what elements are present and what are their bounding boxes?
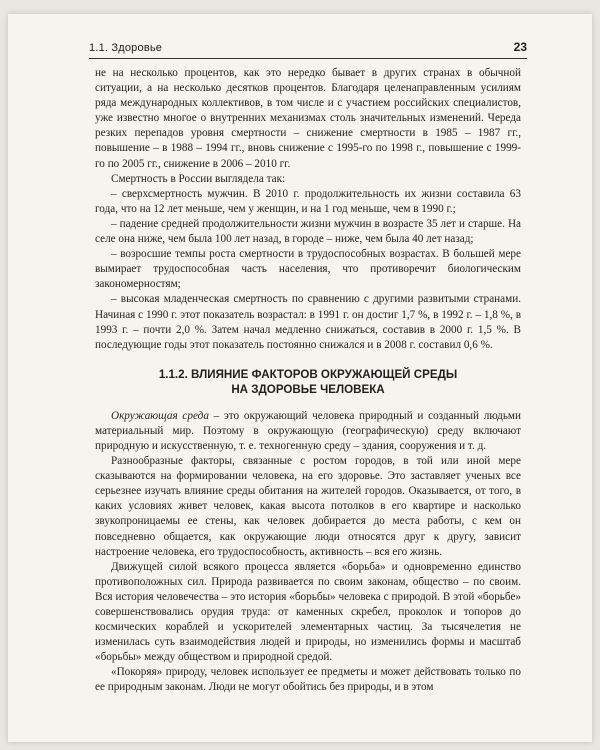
- list-item-working-age: – возросшие темпы роста смертности в трудоспособных возрастах. В большей мере вымирает трудоспособная часть населения, что противоречит биологическим закономерностям;: [95, 248, 521, 291]
- paragraph-2: Смертность в России выглядела так:: [111, 172, 286, 185]
- definition-paragraph: [95, 409, 521, 454]
- paragraph-1: не на несколько процентов, как это нередко бывает в других странах в обычной ситуации, а на несколько десятков процентов. Благодаря целенаправленным усилиям ряда международных коллективов, в том числе и с участием российских специалистов, уже известно многое о внутренних механизмах столь значительных изменений. Череда резких перепадов уровня смертности – снижение смертности в 1985 – 1987 гг., повышение – в 1988 – 1994 гг., вновь снижение с 1995-го по 1998 г., повышение с 1999-го по 2005 гг., снижение в 2006 – 2010 гг.: [95, 67, 521, 170]
- header-section-title: 1.1. Здоровье: [89, 42, 163, 54]
- paragraph-conquering-nature: «Покоряя» природу, человек использует ее предметы и может действовать только по ее природным законам. Люди не могут обойтись без природы, и в этом: [95, 666, 521, 694]
- definition-term: Окружающая среда: [111, 409, 209, 422]
- page-number: 23: [513, 40, 527, 54]
- list-item-life-expectancy: – падение средней продолжительности жизни мужчин в возрасте 35 лет и старше. На селе она ниже, чем была 100 лет назад, в городе – ниже, чем была 40 лет назад;: [95, 217, 521, 246]
- list-item-male-mortality: – сверхсмертность мужчин. В 2010 г. продолжительность их жизни составила 63 года, что на 12 лет меньше, чем у женщин, и на 1 год меньше, чем в 1990 г.;: [95, 187, 521, 215]
- running-header: [89, 40, 527, 54]
- book-page: [8, 14, 592, 742]
- paragraph-struggle: Движущей силой всякого процесса является «борьба» и одновременно единство противоположных сил. Природа развивается по своим законам, общество – по своим. Вся история человечества – это история «борьбы» человека с природой. В этой «борьбе» совершенствовались орудия труда: от каменных скребел, проколок и топоров до космических кораблей и ускорителей элементарных частиц. За тысячелетия не изменилась суть взаимодействия людей и природы, но изменились формы и масштаб «борьбы» между обществом и природной средой.: [95, 560, 521, 664]
- page-body: [95, 66, 521, 696]
- section-heading-line-2: НА ЗДОРОВЬЕ ЧЕЛОВЕКА: [231, 382, 385, 396]
- header-divider: [89, 58, 527, 59]
- paragraph-urban-factors: Разнообразные факторы, связанные с ростом городов, в той или иной мере сказываются на формировании человека, на его здоровье. Это заставляет ученых все серьезнее изучать влияние среды обитания на жителей городов. Оказывается, от того, в каких условиях живет человек, какая высота потолков в его квартире и насколько звукопроницаемы ее стены, как человек добирается до места работы, с кем он повседневно общается, как окружающие люди относятся друг к другу, зависит настроение человека, его трудоспособность, активность – вся его жизнь.: [95, 455, 521, 558]
- definition-text: – это окружающий человека природный и созданный людьми материальный мир. Поэтому в окружающую (географическую) среду включают природную и искусственную, т. е. техногенную среду – здания, сооружения и т. д.: [95, 409, 521, 452]
- list-item-infant-mortality: – высокая младенческая смертность по сравнению с другими развитыми странами. Начиная с 1990 г. этот показатель возрастал: в 1991 г. он достиг 1,7 %, в 1992 г. – 1,8 %, в 1993 г. – почти 2,0 %. Затем начал медленно снижаться, составив в 2000 г. 1,5 %. В последующие годы этот показатель постоянно снижался и в 2008 г. составил 0,6 %.: [95, 293, 521, 351]
- section-heading-line-1: 1.1.2. ВЛИЯНИЕ ФАКТОРОВ ОКРУЖАЮЩЕЙ СРЕДЫ: [158, 367, 458, 381]
- section-heading: [95, 367, 521, 397]
